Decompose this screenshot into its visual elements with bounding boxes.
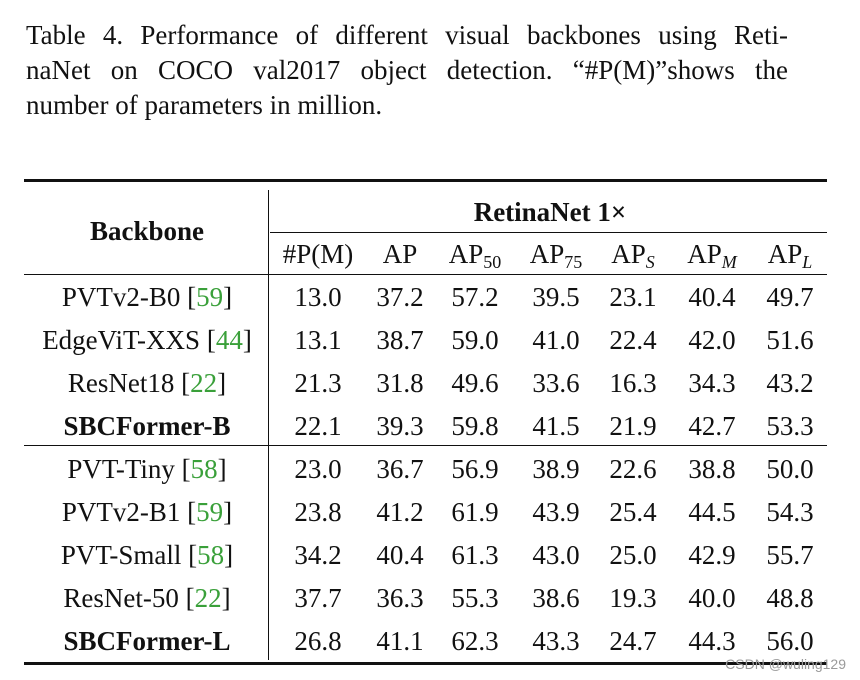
table-cell: 13.0 [294,282,342,312]
table-cell: 34.3 [688,368,736,398]
row-name: ResNet-50 [22] [63,583,231,613]
table-cell: 61.3 [451,540,499,570]
table-header-rule [24,274,827,275]
table-cell: 38.9 [532,454,580,484]
citation-link[interactable]: 58 [197,540,225,570]
table-cell: 41.0 [532,325,580,355]
citation-link[interactable]: 58 [190,454,218,484]
table-cell: 43.2 [766,368,814,398]
table-cell: 57.2 [451,282,499,312]
table-cell: 22.6 [609,454,657,484]
table-bottom-rule [24,662,827,665]
table-cell: 56.0 [766,626,814,656]
backbone-header: Backbone [89,216,205,246]
table-cell: 13.1 [294,325,342,355]
table-cell: 19.3 [609,583,657,613]
table-cell: 43.3 [532,626,580,656]
table-cell: 23.8 [294,497,342,527]
citation-link[interactable]: 22 [194,583,222,613]
table-cell: 51.6 [766,325,814,355]
column-header: $AP_{50}$ [448,239,502,272]
caption-line-2: naNet on COCO val2017 object detection. “#P(M)”shows the [26,55,788,85]
table-caption [26,18,788,123]
table-cell: 37.7 [294,583,342,613]
table-cell: 39.3 [376,411,424,441]
table-cell: 26.8 [294,626,342,656]
row-name: SBCFormer-L [63,626,231,656]
table-cell: 43.0 [532,540,580,570]
table-cell: 43.9 [532,497,580,527]
citation-link[interactable]: 59 [196,282,224,312]
table-cell: 53.3 [766,411,814,441]
table-cell: 25.0 [609,540,657,570]
column-header: AP [382,239,418,269]
group-header-underline [270,232,827,233]
table-vertical-rule [268,190,269,660]
column-header: $AP_S$ [611,239,655,272]
column-header: #P(M) [282,239,354,269]
table-cell: 23.0 [294,454,342,484]
column-header: $AP_M$ [687,239,737,272]
row-name: SBCFormer-B [63,411,231,441]
table-cell: 38.8 [688,454,736,484]
table-cell: 48.8 [766,583,814,613]
table-cell: 44.5 [688,497,736,527]
table-cell: 38.7 [376,325,424,355]
row-name: ResNet18 [22] [67,368,227,398]
column-header: $AP_{75}$ [529,239,583,272]
table-cell: 24.7 [609,626,657,656]
table-cell: 55.3 [451,583,499,613]
table-cell: 22.4 [609,325,657,355]
table-cell: 42.7 [688,411,736,441]
citation-link[interactable]: 44 [215,325,243,355]
table-cell: 25.4 [609,497,657,527]
table-cell: 41.1 [376,626,424,656]
table-cell: 36.3 [376,583,424,613]
table-cell: 16.3 [609,368,657,398]
table-cell: 54.3 [766,497,814,527]
table-cell: 41.2 [376,497,424,527]
table-cell: 37.2 [376,282,424,312]
caption-line-1: Table 4. Performance of different visual backbones using Reti- [26,20,788,50]
table-cell: 39.5 [532,282,580,312]
table-top-rule [24,179,827,182]
table-cell: 23.1 [609,282,657,312]
row-name: PVTv2-B0 [59] [61,282,233,312]
group-header: RetinaNet 1× [473,197,627,227]
watermark: CSDN @wuling129 [725,656,846,672]
table-cell: 41.5 [532,411,580,441]
citation-link[interactable]: 22 [190,368,218,398]
table-cell: 42.0 [688,325,736,355]
table-cell: 49.7 [766,282,814,312]
table-cell: 22.1 [294,411,342,441]
table-cell: 56.9 [451,454,499,484]
row-name: PVTv2-B1 [59] [61,497,233,527]
table-cell: 40.4 [688,282,736,312]
table-cell: 36.7 [376,454,424,484]
row-name: EdgeViT-XXS [44] [42,325,252,355]
table-cell: 34.2 [294,540,342,570]
table-cell: 21.3 [294,368,342,398]
row-name: PVT-Tiny [58] [67,454,227,484]
table-cell: 59.0 [451,325,499,355]
table-cell: 62.3 [451,626,499,656]
table-group-divider [24,445,827,446]
table-cell: 44.3 [688,626,736,656]
citation-link[interactable]: 59 [196,497,224,527]
table-cell: 31.8 [376,368,424,398]
table-cell: 50.0 [766,454,814,484]
table-cell: 40.0 [688,583,736,613]
table-cell: 55.7 [766,540,814,570]
table-cell: 61.9 [451,497,499,527]
table-cell: 49.6 [451,368,499,398]
caption-line-3: number of parameters in million. [26,90,383,120]
table-cell: 59.8 [451,411,499,441]
table-cell: 42.9 [688,540,736,570]
table-cell: 21.9 [609,411,657,441]
table-cell: 38.6 [532,583,580,613]
table-cell: 40.4 [376,540,424,570]
row-name: PVT-Small [58] [60,540,234,570]
table-cell: 33.6 [532,368,580,398]
column-header: $AP_L$ [767,239,813,272]
